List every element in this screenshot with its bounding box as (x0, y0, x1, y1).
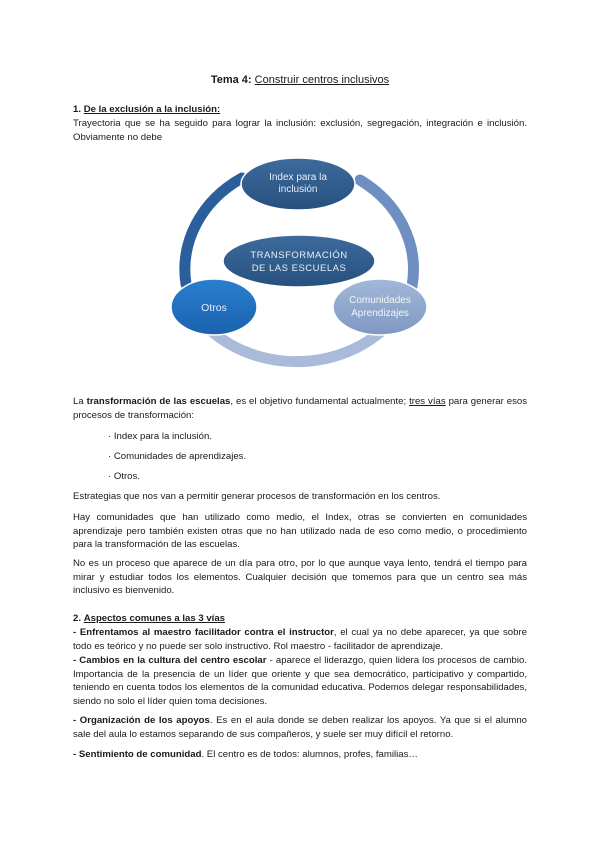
page-title (0, 74, 600, 86)
aspect-item-text: . El centro es de todos: alumnos, profes, familias… (201, 749, 418, 760)
para-proceso: No es un proceso que aparece de un día para otro, por lo que aunque vaya lento, tendrá el tiempo para mirar y estudiar todos los elementos. Cualquier decisión que tomemos para que un centro sea más inclusivo es bienvenido. (73, 558, 527, 596)
node-index-line2: inclusión (278, 184, 318, 195)
transform-bold: transformación de las escuelas (86, 396, 231, 407)
aspect-item (73, 748, 527, 762)
aspect-item-text: - aparece el liderazgo, quien lidera los procesos de cambio. Importancia de la presencia de un líder que oriente y que sea democrático, participativo y compartido, teniendo en cuenta todos los elementos de la comunidad educativa. Podemos delegar responsabilidades, siendo no solo el líder quien toma decisiones. (73, 655, 527, 707)
transform-mid: , es el objetivo fundamental actualmente; (230, 396, 410, 407)
node-otros-line1: Otros (201, 302, 227, 314)
cycle-arc-bottom (208, 328, 385, 362)
list-item: · Otros. (108, 471, 140, 482)
node-comunidades (333, 279, 427, 335)
section1-title: De la exclusión a la inclusión: (83, 104, 221, 115)
section1-number: 1. (73, 104, 82, 115)
aspect-item (73, 626, 527, 653)
title-text: Construir centros inclusivos (254, 74, 390, 86)
aspect-item-bold: - Organización de los apoyos (73, 715, 210, 726)
node-comunidades-line2: Aprendizajes (351, 308, 409, 319)
transform-underline: tres vías (409, 396, 446, 407)
transform-post: para generar esos procesos de transformación: (73, 396, 528, 421)
title-label: Tema 4: (210, 74, 252, 86)
section2-number: 2. (73, 613, 82, 624)
para-estrategias: Estrategias que nos van a permitir generar procesos de transformación en los centros. (73, 491, 441, 502)
section1-body: Trayectoria que se ha seguido para lograr la inclusión: exclusión, segregación, integración e inclusión. Obviamente no debe (73, 118, 527, 143)
list-item: · Comunidades de aprendizajes. (108, 451, 247, 462)
node-center (223, 235, 375, 287)
para-comunidades: Hay comunidades que han utilizado como medio, el Index, otras se convierten en comunidades aprendizaje pero también existen otras que no han utilizado nada de eso como medio, o procedimiento para la transformación de las escuelas. (73, 512, 527, 550)
section2-title: Aspectos comunes a las 3 vías (83, 613, 225, 624)
transform-paragraph (73, 395, 527, 422)
aspect-item-bold: - Sentimiento de comunidad (73, 749, 202, 760)
transformation-diagram (150, 150, 450, 382)
node-comunidades-line1: Comunidades (349, 295, 411, 306)
aspect-item-bold: - Enfrentamos al maestro facilitador contra el instructor (73, 627, 334, 638)
section2-heading (73, 612, 527, 626)
section1-heading (73, 103, 527, 117)
node-center-line1: TRANSFORMACIÓN (250, 250, 348, 261)
aspect-item-bold: - Cambios en la cultura del centro escolar (73, 655, 267, 666)
aspect-item-text: , el cual ya no debe aparecer, ya que sobre todo es teórico y no puede ser solo instructivo. Rol maestro - facilitador de aprendizaje. (73, 627, 527, 652)
node-index-line1: Index para la (269, 172, 327, 183)
node-center-line2: DE LAS ESCUELAS (251, 263, 347, 274)
transform-pre: La (73, 396, 87, 407)
aspect-item-text: . Es en el aula donde se deben realizar los apoyos. Ya que si el alumno sale del aula lo estamos separando de sus compañeros, y suele ser muy difícil el retorno. (73, 715, 527, 740)
list-item: · Index para la inclusión. (108, 431, 212, 442)
aspect-item (73, 654, 527, 708)
aspect-item (73, 714, 527, 741)
